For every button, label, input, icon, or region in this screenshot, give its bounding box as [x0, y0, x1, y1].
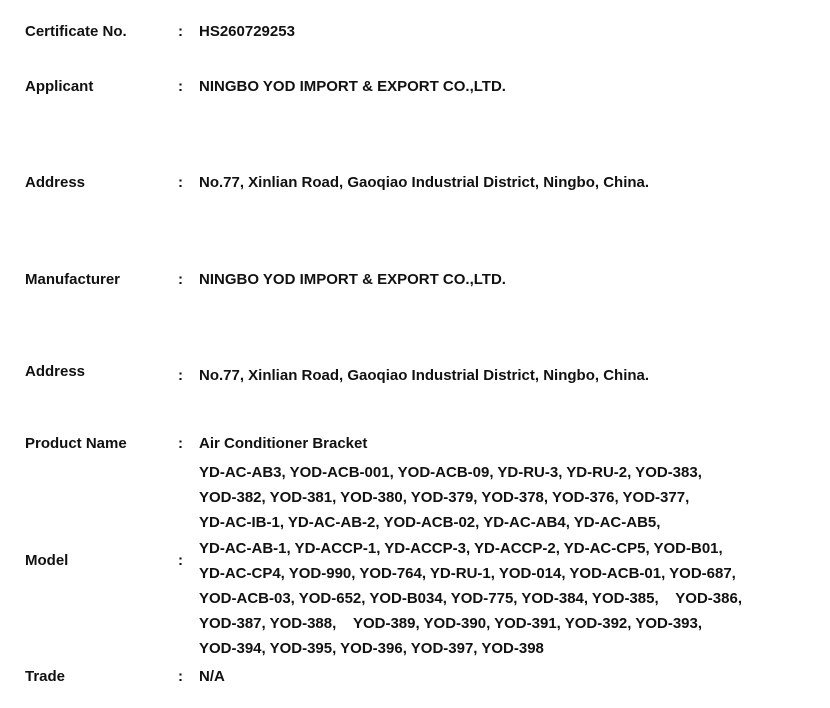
applicant-address-colon: : — [178, 174, 183, 191]
trade-row — [0, 665, 830, 689]
trade-value: N/A — [199, 668, 225, 685]
product-name-label: Product Name — [25, 435, 127, 452]
manufacturer-row — [0, 268, 830, 292]
manufacturer-address-value: No.77, Xinlian Road, Gaoqiao Industrial District, Ningbo, China. — [199, 367, 650, 384]
model-line: YOD-387, YOD-388, YOD-389, YOD-390, YOD-391, YOD-392, YOD-393, — [199, 615, 703, 633]
model-line: YD-AC-IB-1, YD-AC-AB-2, YOD-ACB-02, YD-AC-AB4, YD-AC-AB5, — [199, 514, 661, 532]
applicant-row — [0, 75, 830, 99]
model-line: YD-AC-AB3, YOD-ACB-001, YOD-ACB-09, YD-RU-3, YD-RU-2, YOD-383, — [199, 464, 702, 481]
applicant-address-row — [0, 171, 830, 195]
certificate-colon: : — [178, 23, 183, 40]
applicant-address-value: No.77, Xinlian Road, Gaoqiao Industrial District, Ningbo, China. — [199, 174, 650, 191]
model-list — [199, 460, 819, 662]
manufacturer-address-label: Address — [25, 363, 86, 380]
model-line: YD-AC-CP4, YOD-990, YOD-764, YD-RU-1, YOD-014, YOD-ACB-01, YOD-687, — [199, 564, 736, 582]
applicant-colon: : — [178, 78, 183, 95]
manufacturer-address-value-row — [0, 364, 830, 388]
model-colon: : — [178, 552, 183, 569]
model-line: YOD-382, YOD-381, YOD-380, YOD-379, YOD-378, YOD-376, YOD-377, — [199, 489, 690, 507]
certificate-label: Certificate No. — [25, 23, 127, 40]
manufacturer-address-colon: : — [178, 367, 183, 384]
model-line: YOD-ACB-03, YOD-652, YOD-B034, YOD-775, YOD-384, YOD-385, YOD-386, — [199, 589, 742, 607]
applicant-label: Applicant — [25, 78, 94, 95]
certificate-row — [0, 20, 830, 44]
manufacturer-value: NINGBO YOD IMPORT & EXPORT CO.,LTD. — [199, 271, 506, 288]
product-name-row — [0, 432, 830, 456]
product-name-colon: : — [178, 435, 183, 452]
trade-label: Trade — [25, 668, 66, 685]
product-name-value: Air Conditioner Bracket — [199, 435, 368, 452]
applicant-address-label: Address — [25, 174, 86, 191]
applicant-value: NINGBO YOD IMPORT & EXPORT CO.,LTD. — [199, 78, 506, 95]
model-line: YOD-394, YOD-395, YOD-396, YOD-397, YOD-398 — [199, 640, 544, 658]
model-label: Model — [25, 552, 69, 569]
trade-colon: : — [178, 668, 183, 685]
model-line: YD-AC-AB-1, YD-ACCP-1, YD-ACCP-3, YD-ACCP-2, YD-AC-CP5, YOD-B01, — [199, 539, 723, 557]
manufacturer-colon: : — [178, 271, 183, 288]
certificate-value: HS260729253 — [199, 23, 295, 40]
manufacturer-label: Manufacturer — [25, 271, 121, 288]
